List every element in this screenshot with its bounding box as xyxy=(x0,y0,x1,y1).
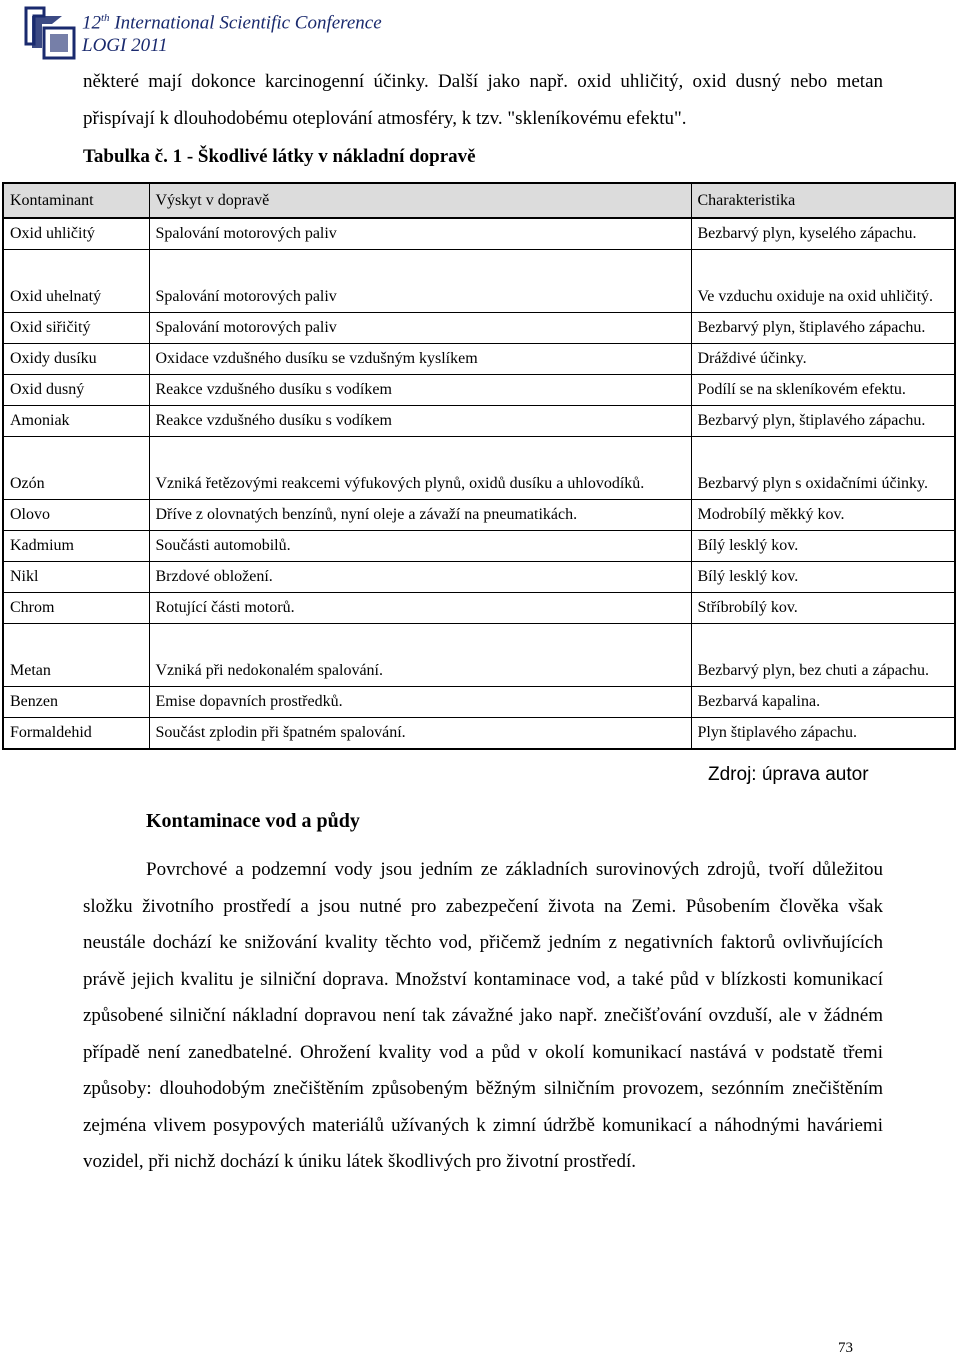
table-row xyxy=(3,344,955,375)
table-row xyxy=(3,624,955,687)
cell-occurrence: Reakce vzdušného dusíku s vodíkem xyxy=(149,375,691,406)
intro-paragraph: některé mají dokonce karcinogenní účinky. Další jako např. oxid uhličitý, oxid dusný nebo metan přispívají k dlouhodobému oteplování atmosféry, k tzv. "skleníkovému efektu". xyxy=(83,71,883,129)
page-number: 73 xyxy=(838,1340,853,1356)
cell-occurrence: Spalování motorových paliv xyxy=(149,250,691,313)
cell-characteristics: Bezbarvý plyn, bez chuti a zápachu. xyxy=(691,624,955,687)
cell-occurrence: Součást zplodin při špatném spalování. xyxy=(149,718,691,750)
cell-contaminant: Amoniak xyxy=(3,406,149,437)
cell-occurrence: Spalování motorových paliv xyxy=(149,218,691,250)
cell-contaminant: Olovo xyxy=(3,500,149,531)
table-row xyxy=(3,718,955,750)
cell-contaminant: Oxid uhličitý xyxy=(3,218,149,250)
table-header-row xyxy=(3,183,955,218)
conference-title: 12th International Scientific Conference LOGI 2011 xyxy=(82,12,382,57)
table-row xyxy=(3,593,955,624)
cell-occurrence: Vzniká při nedokonalém spalování. xyxy=(149,624,691,687)
section-heading: Kontaminace vod a půdy xyxy=(146,810,360,832)
table-row xyxy=(3,250,955,313)
harmful-substances-table xyxy=(2,182,956,750)
cell-contaminant: Nikl xyxy=(3,562,149,593)
page-header xyxy=(22,4,442,62)
cell-occurrence: Oxidace vzdušného dusíku se vzdušným kyslíkem xyxy=(149,344,691,375)
cell-characteristics: Plyn štiplavého zápachu. xyxy=(691,718,955,750)
cell-occurrence: Vzniká řetězovými reakcemi výfukových plynů, oxidů dusíku a uhlovodíků. xyxy=(149,437,691,500)
cell-contaminant: Formaldehid xyxy=(3,718,149,750)
cell-characteristics: Ve vzduchu oxiduje na oxid uhličitý. xyxy=(691,250,955,313)
table-row xyxy=(3,437,955,500)
cell-contaminant: Ozón xyxy=(3,437,149,500)
column-header: Výskyt v dopravě xyxy=(149,183,691,218)
conference-logo-icon xyxy=(22,4,78,62)
column-header: Kontaminant xyxy=(3,183,149,218)
cell-contaminant: Benzen xyxy=(3,687,149,718)
table-row xyxy=(3,375,955,406)
cell-occurrence: Dříve z olovnatých benzínů, nyní oleje a závaží na pneumatikách. xyxy=(149,500,691,531)
table-row xyxy=(3,500,955,531)
table-source: Zdroj: úprava autor xyxy=(708,764,869,785)
table-caption: Tabulka č. 1 - Škodlivé látky v nákladní dopravě xyxy=(83,146,476,167)
section-paragraph: Povrchové a podzemní vody jsou jedním ze základních surovinových zdrojů, tvoří důležitou složku životního prostředí a jsou nutné pro zabezpečení života na Zemi. Působením člověka však neustále dochází ke snižování kvality těchto vod, přičemž jedním z negativních faktorů ovlivňujících právě jejich kvalitu je silniční doprava. Množství kontaminace vod, a také půd v blízkosti komunikací způsobené silniční nákladní dopravou není tak závažné jako např. znečišťování ovzduší, ale v žádném případě není zanedbatelné. Ohrožení kvality vod a půd v okolí komunikací nastává v podstatě třemi způsoby: dlouhodobým znečištěním způsobeným běžným silničním provozem, sezónním znečištěním zejména vlivem posypových materiálů užívaných k zimní údržbě komunikací a náhodnými haváriemi vozidel, při nichž dochází k úniku látek škodlivých pro životní prostředí. xyxy=(83,859,883,1172)
cell-contaminant: Chrom xyxy=(3,593,149,624)
cell-characteristics: Bezbarvý plyn s oxidačními účinky. xyxy=(691,437,955,500)
cell-characteristics: Dráždivé účinky. xyxy=(691,344,955,375)
table-row xyxy=(3,687,955,718)
cell-characteristics: Bezbarvý plyn, kyselého zápachu. xyxy=(691,218,955,250)
cell-occurrence: Rotující části motorů. xyxy=(149,593,691,624)
cell-occurrence: Brzdové obložení. xyxy=(149,562,691,593)
cell-contaminant: Oxid uhelnatý xyxy=(3,250,149,313)
table-row xyxy=(3,218,955,250)
cell-characteristics: Bezbarvý plyn, štiplavého zápachu. xyxy=(691,313,955,344)
cell-occurrence: Spalování motorových paliv xyxy=(149,313,691,344)
cell-characteristics: Modrobílý měkký kov. xyxy=(691,500,955,531)
cell-contaminant: Oxid dusný xyxy=(3,375,149,406)
cell-occurrence: Součásti automobilů. xyxy=(149,531,691,562)
cell-characteristics: Bílý lesklý kov. xyxy=(691,531,955,562)
table-row xyxy=(3,313,955,344)
cell-occurrence: Emise dopavních prostředků. xyxy=(149,687,691,718)
table-row xyxy=(3,562,955,593)
cell-contaminant: Kadmium xyxy=(3,531,149,562)
table-row xyxy=(3,531,955,562)
cell-characteristics: Podílí se na skleníkovém efektu. xyxy=(691,375,955,406)
cell-contaminant: Oxid siřičitý xyxy=(3,313,149,344)
cell-characteristics: Bezbarvý plyn, štiplavého zápachu. xyxy=(691,406,955,437)
column-header: Charakteristika xyxy=(691,183,955,218)
cell-contaminant: Oxidy dusíku xyxy=(3,344,149,375)
cell-contaminant: Metan xyxy=(3,624,149,687)
cell-characteristics: Stříbrobílý kov. xyxy=(691,593,955,624)
cell-occurrence: Reakce vzdušného dusíku s vodíkem xyxy=(149,406,691,437)
cell-characteristics: Bezbarvá kapalina. xyxy=(691,687,955,718)
table-row xyxy=(3,406,955,437)
cell-characteristics: Bílý lesklý kov. xyxy=(691,562,955,593)
